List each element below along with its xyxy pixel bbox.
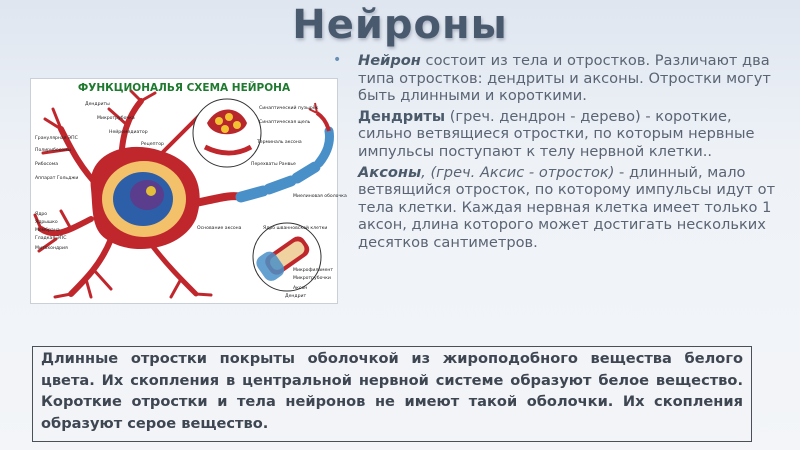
label-synaptic-vesicle: Синаптический пузырёк xyxy=(259,106,319,111)
paragraph-dendrites-text: (греч. дендрон - дерево) - короткие, сильно ветвящиеся отростки, по которым нервные импульсы поступают к телу нервной клетки.. xyxy=(358,107,755,160)
summary-box: Длинные отростки покрыты оболочкой из жироподобного вещества белого цвета. Их скопления в центральной нервной системе образуют белое вещество. Короткие отростки и тела нейронов не имеют такой оболочки. Их скопления образуют серое вещество. xyxy=(32,346,752,442)
diagram-caption: ФУНКЦИОНАЛЬЯ СХЕМА НЕЙРОНА xyxy=(77,82,291,94)
label-dendrites: Дендриты xyxy=(85,102,110,107)
paragraph-neuron xyxy=(330,52,790,105)
slide-title: Нейроны xyxy=(292,2,508,48)
label-smooth-er: Гладкая ЭПС xyxy=(35,236,67,241)
label-polyribosome: Полирибосомы xyxy=(35,148,72,153)
label-ribosome: Рибосома xyxy=(35,162,59,167)
label-microtubule: Микротрубочка xyxy=(97,116,135,121)
paragraph-axons xyxy=(330,164,790,252)
label-golgi: Аппарат Гольджи xyxy=(35,176,79,181)
paragraph-neuron-text: состоит из тела и отростков. Различают два типа отростков: дендриты и аксоны. Отростки могут быть длинными и короткими. xyxy=(358,52,771,105)
neuron-illustration xyxy=(31,79,347,303)
label-nucleolus: Ядрышко xyxy=(35,220,58,225)
label-ranvier: Перехваты Ранвье xyxy=(251,162,296,167)
synapse-inset xyxy=(193,99,261,167)
label-axon-terminal: Терминаль аксона xyxy=(257,140,302,145)
term-neuron: Нейрон xyxy=(358,52,421,69)
label-synaptic-cleft: Синаптическая щель xyxy=(259,120,311,125)
label-axon-hillock: Основание аксона xyxy=(197,226,242,231)
term-axons: Аксоны xyxy=(358,163,422,181)
label-mitochondrion: Митохондрия xyxy=(35,246,68,251)
label-axon: Аксон xyxy=(293,286,308,291)
label-dendrite-small: Дендрит xyxy=(285,294,307,299)
label-granular-er: Гранулярная ЭПС xyxy=(35,136,78,141)
label-microfilament: Микрофиламент xyxy=(293,268,334,273)
label-receptor: Рецептор xyxy=(141,142,164,147)
nucleolus-core xyxy=(146,186,156,196)
axons-etymology: , (греч. Аксис - отросток) xyxy=(421,163,615,181)
paragraph-dendrites xyxy=(330,108,790,161)
label-nucleus: Ядро xyxy=(35,212,48,217)
term-dendrites: Дендриты xyxy=(358,107,446,125)
neuron-diagram xyxy=(30,78,347,304)
bullet-icon: • xyxy=(333,52,342,68)
paragraph-axons-text: - длинный, мало ветвящийся отросток, по которому импульсы идут от тела клетки. Каждая нервная клетка имеет только 1 аксон, длина которого может достигать нескольких десятков сантиметров. xyxy=(358,163,776,251)
label-myelin: Миелиновая оболочка xyxy=(293,194,347,199)
label-membrane: Мембрана xyxy=(35,228,60,233)
label-microtubules: Микротрубочки xyxy=(293,276,331,281)
description-text xyxy=(330,52,790,255)
nucleolus-shape xyxy=(130,180,164,210)
label-schwann-nucleus: Ядро шванновской клетки xyxy=(263,226,328,231)
label-neuromediator: Нейромедиатор xyxy=(109,130,148,135)
